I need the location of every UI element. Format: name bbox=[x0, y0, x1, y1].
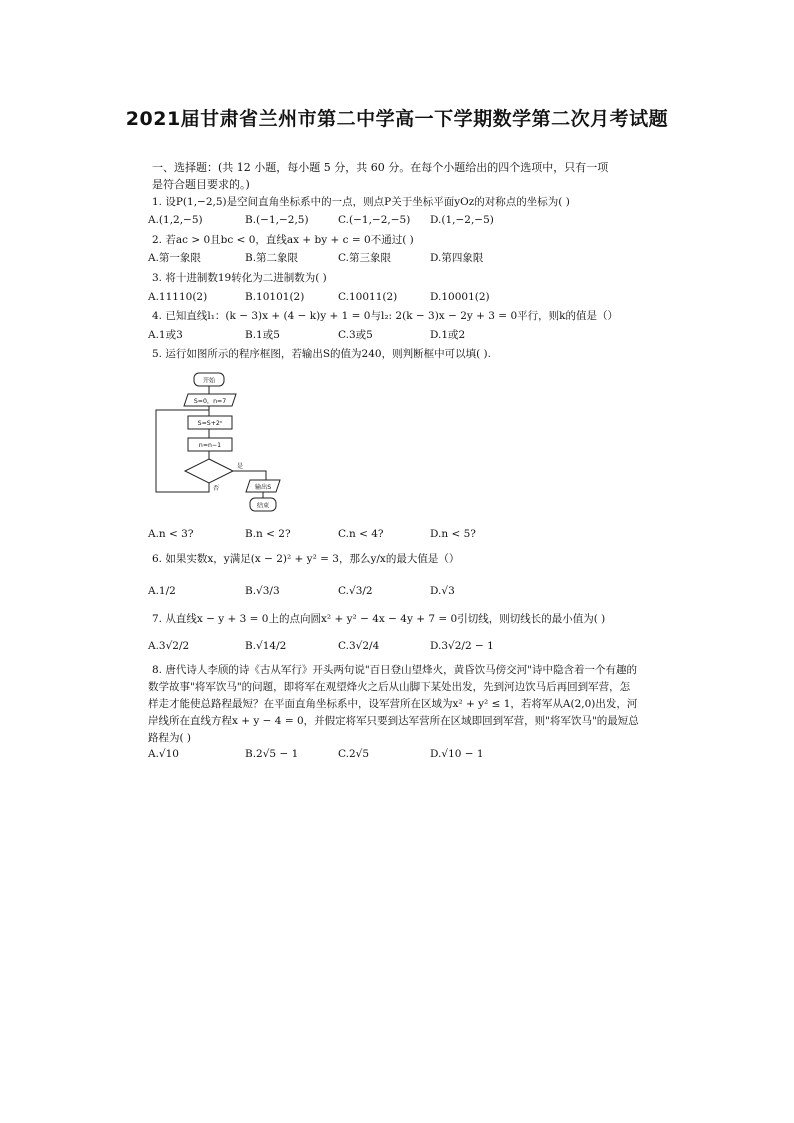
q7-option-a: A.3√2/2 bbox=[148, 640, 190, 652]
q8-stem-line4: 岸线所在直线方程x + y − 4 = 0，并假定将军只要到达军营所在区域即回到军营，则"将军饮马"的最短总 bbox=[148, 715, 639, 727]
q2-option-c: C.第三象限 bbox=[338, 252, 391, 264]
q4-option-a: A.1或3 bbox=[148, 329, 183, 341]
q6-option-d: D.√3 bbox=[430, 585, 455, 597]
program-flowchart bbox=[150, 370, 285, 522]
flow-decision-diamond bbox=[185, 459, 233, 483]
q6-option-a: A.1/2 bbox=[148, 585, 176, 597]
flow-end-label: 结束 bbox=[256, 502, 270, 510]
q8-options bbox=[148, 747, 648, 763]
q4-option-b: B.1或5 bbox=[245, 329, 280, 341]
q5-option-c: C.n < 4? bbox=[338, 528, 384, 540]
q3-options bbox=[148, 290, 648, 306]
q8-stem-line1: 8. 唐代诗人李颀的诗《古从军行》开头两句说"百日登山望烽火，黄昏饮马傍交河"诗中隐含着一个有趣的 bbox=[152, 664, 638, 676]
q8-option-c: C.2√5 bbox=[338, 748, 370, 760]
q5-options bbox=[148, 527, 648, 543]
q2-option-d: D.第四象限 bbox=[430, 252, 484, 264]
q6-options bbox=[148, 584, 648, 600]
q2-option-a: A.第一象限 bbox=[148, 252, 201, 264]
q4-option-c: C.3或5 bbox=[338, 329, 373, 341]
flow-no-label: 否 bbox=[212, 485, 220, 492]
q1-option-d: D.(1,−2,−5) bbox=[430, 214, 494, 226]
q8-stem-line2: 数学故事"将军饮马"的问题，即将军在观望烽火之后从山脚下某处出发，先到河边饮马后再回到军营，怎 bbox=[148, 681, 631, 693]
q1-option-a: A.(1,2,−5) bbox=[148, 214, 203, 226]
q7-option-c: C.3√2/4 bbox=[338, 640, 380, 652]
q2-stem: 2. 若ac > 0且bc < 0，直线ax + by + c = 0不通过( ) bbox=[152, 234, 414, 246]
q5-option-d: D.n < 5? bbox=[430, 528, 476, 540]
q6-stem: 6. 如果实数x，y满足(x − 2)² + y² = 3，那么y/x的最大值是（） bbox=[152, 553, 460, 565]
section-heading-line2: 是符合题目要求的。) bbox=[152, 178, 250, 191]
flow-update-s-label: S=S+2ⁿ bbox=[197, 420, 223, 427]
question-sheet bbox=[140, 150, 660, 775]
q3-option-a: A.11110(2) bbox=[148, 291, 208, 303]
q7-stem: 7. 从直线x − y + 3 = 0上的点向圆x² + y² − 4x − 4y + 7 = 0引切线，则切线长的最小值为( ) bbox=[152, 613, 606, 625]
q1-option-c: C.(−1,−2,−5) bbox=[338, 214, 411, 226]
q1-options bbox=[148, 213, 648, 229]
section-heading-line1: 一、选择题：(共 12 小题，每小题 5 分，共 60 分。在每个小题给出的四个选项中，只有一项 bbox=[152, 161, 609, 174]
q4-option-d: D.1或2 bbox=[430, 329, 466, 341]
q5-option-a: A.n < 3? bbox=[148, 528, 194, 540]
q7-options bbox=[148, 639, 648, 655]
q1-stem: 1. 设P(1,−2,5)是空间直角坐标系中的一点，则点P关于坐标平面yOz的对称点的坐标为( ) bbox=[152, 196, 570, 208]
q8-option-a: A.√10 bbox=[148, 748, 179, 760]
flow-yes-label: 是 bbox=[236, 463, 244, 470]
q7-option-d: D.3√2/2 − 1 bbox=[430, 640, 494, 652]
q2-options bbox=[148, 251, 648, 267]
flow-output-label: 输出S bbox=[254, 484, 272, 491]
q4-options bbox=[148, 328, 648, 344]
q8-stem-line5: 路程为( ) bbox=[148, 732, 192, 744]
q3-option-c: C.10011(2) bbox=[338, 291, 398, 303]
q8-option-d: D.√10 − 1 bbox=[430, 748, 484, 760]
q4-stem: 4. 已知直线l₁：(k − 3)x + (4 − k)y + 1 = 0与l₂: 2(k − 3)x − 2y + 3 = 0平行，则k的值是（） bbox=[152, 310, 618, 322]
q5-option-b: B.n < 2? bbox=[245, 528, 291, 540]
q3-option-d: D.10001(2) bbox=[430, 291, 490, 303]
q6-option-b: B.√3/3 bbox=[245, 585, 280, 597]
q8-option-b: B.2√5 − 1 bbox=[245, 748, 299, 760]
q1-option-b: B.(−1,−2,5) bbox=[245, 214, 309, 226]
page-title: 2021届甘肃省兰州市第二中学高一下学期数学第二次月考试题 bbox=[125, 108, 669, 130]
flow-init-label: S=0，n=7 bbox=[193, 398, 227, 405]
q3-stem: 3. 将十进制数19转化为二进制数为( ) bbox=[152, 272, 327, 284]
q7-option-b: B.√14/2 bbox=[245, 640, 287, 652]
q5-stem: 5. 运行如图所示的程序框图，若输出S的值为240，则判断框中可以填( ). bbox=[152, 348, 491, 360]
q2-option-b: B.第二象限 bbox=[245, 252, 299, 264]
flow-update-n-label: n=n−1 bbox=[198, 442, 222, 449]
q6-option-c: C.√3/2 bbox=[338, 585, 373, 597]
flow-start-label: 开始 bbox=[202, 377, 216, 385]
q3-option-b: B.10101(2) bbox=[245, 291, 305, 303]
q8-stem-line3: 样走才能使总路程最短？在平面直角坐标系中，设军营所在区域为x² + y² ≤ 1，若将军从A(2,0)出发，河 bbox=[148, 698, 638, 710]
